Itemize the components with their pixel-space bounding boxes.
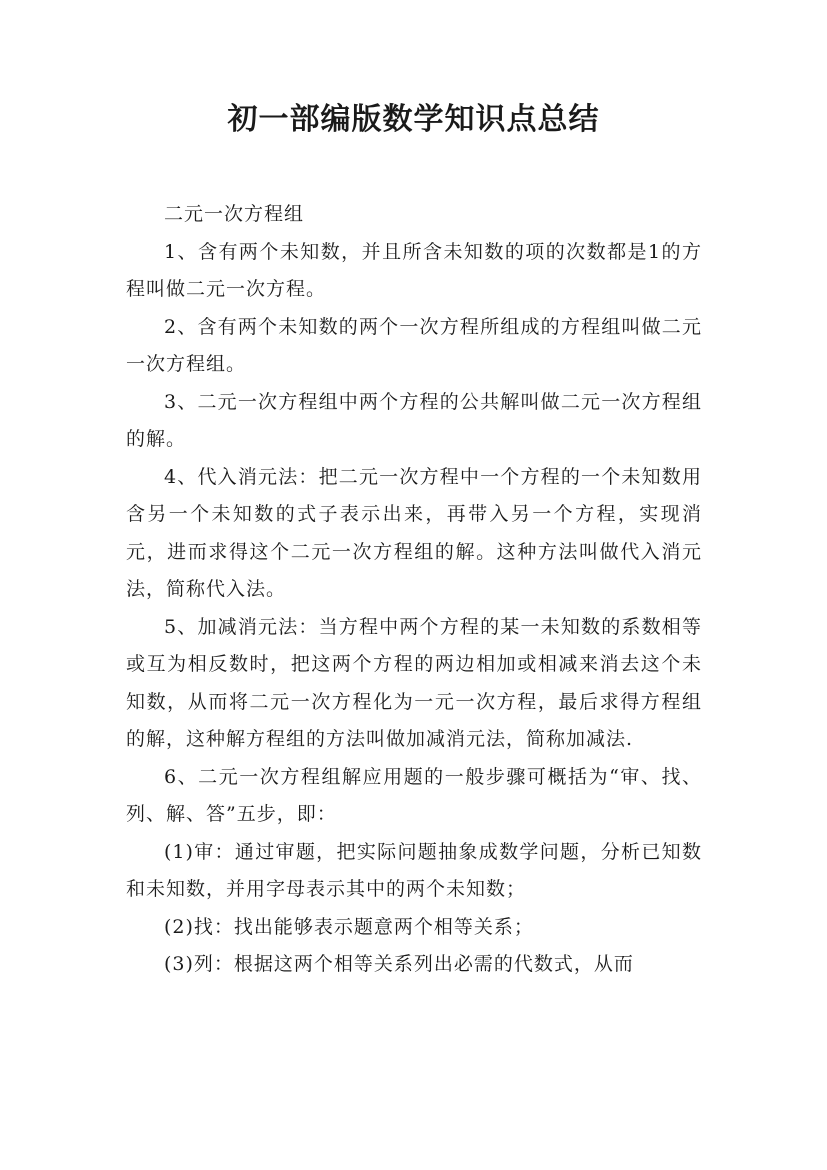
document-title: 初一部编版数学知识点总结	[227, 102, 600, 137]
paragraph-1: 1、含有两个未知数，并且所含未知数的项的次数都是1的方程叫做二元一次方程。	[126, 240, 702, 300]
step-list: (3)列：根据这两个相等关系列出必需的代数式，从而	[164, 953, 634, 975]
paragraph-3: 3、二元一次方程组中两个方程的公共解叫做二元一次方程组的解。	[126, 390, 702, 450]
paragraph-6: 6、二元一次方程组解应用题的一般步骤可概括为“审、找、列、解、答”五步，即：	[126, 765, 702, 825]
paragraph-4: 4、代入消元法：把二元一次方程中一个方程的一个未知数用含另一个未知数的式子表示出来，再带入另一个方程，实现消元，进而求得这个二元一次方程组的解。这种方法叫做代入消元法，简称代入法。	[126, 465, 702, 600]
paragraph-5: 5、加减消元法：当方程中两个方程的某一未知数的系数相等或互为相反数时，把这两个方程的两边相加或相减来消去这个未知数，从而将二元一次方程化为一元一次方程，最后求得方程组的解，这种解方程组的方法叫做加减消元法，简称加减法.	[126, 615, 702, 750]
document-body	[126, 196, 702, 984]
step-find: (2)找：找出能够表示题意两个相等关系；	[164, 915, 534, 938]
paragraph-2: 2、含有两个未知数的两个一次方程所组成的方程组叫做二元一次方程组。	[126, 315, 702, 375]
section-heading: 二元一次方程组	[164, 203, 305, 225]
step-review: (1)审：通过审题，把实际问题抽象成数学问题，分析已知数和未知数，并用字母表示其中的两个未知数；	[126, 840, 702, 900]
